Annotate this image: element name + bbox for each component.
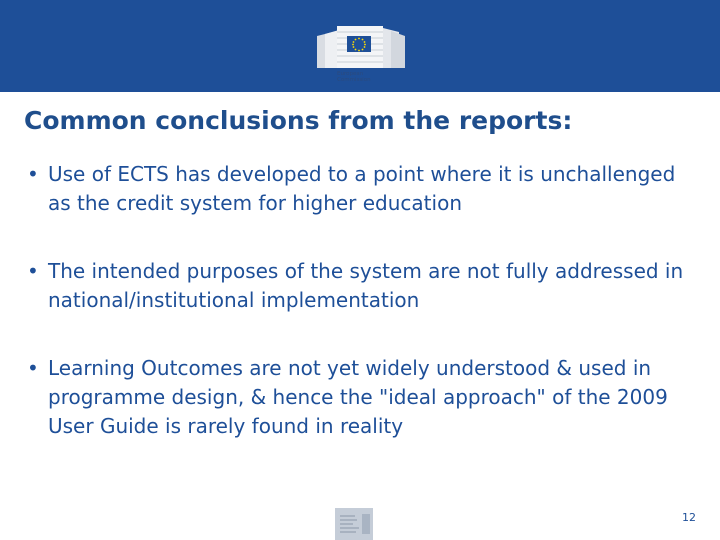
bullet-marker: • (27, 356, 39, 380)
bullet-item (24, 160, 704, 218)
slide-title: Common conclusions from the reports: (24, 106, 573, 135)
bullet-text: The intended purposes of the system are not fully addressed in national/institutional implementation (48, 259, 684, 312)
logo-text: European Commission (337, 71, 371, 83)
bullet-list (24, 160, 704, 441)
slide-number: 12 (682, 511, 696, 524)
bullet-text: Learning Outcomes are not yet widely understood & used in programme design, & hence the "ideal approach" of the 2009 User Guide is rarely found in reality (48, 356, 668, 438)
bullet-item (24, 354, 704, 441)
bullet-item (24, 257, 704, 315)
bullet-marker: • (27, 259, 39, 283)
bullet-text: Use of ECTS has developed to a point where it is unchallenged as the credit system for higher education (48, 162, 676, 215)
eacea-logo-icon (335, 508, 373, 540)
european-commission-logo (315, 22, 407, 92)
berlaymont-building-icon (315, 22, 407, 68)
bullet-marker: • (27, 162, 39, 186)
